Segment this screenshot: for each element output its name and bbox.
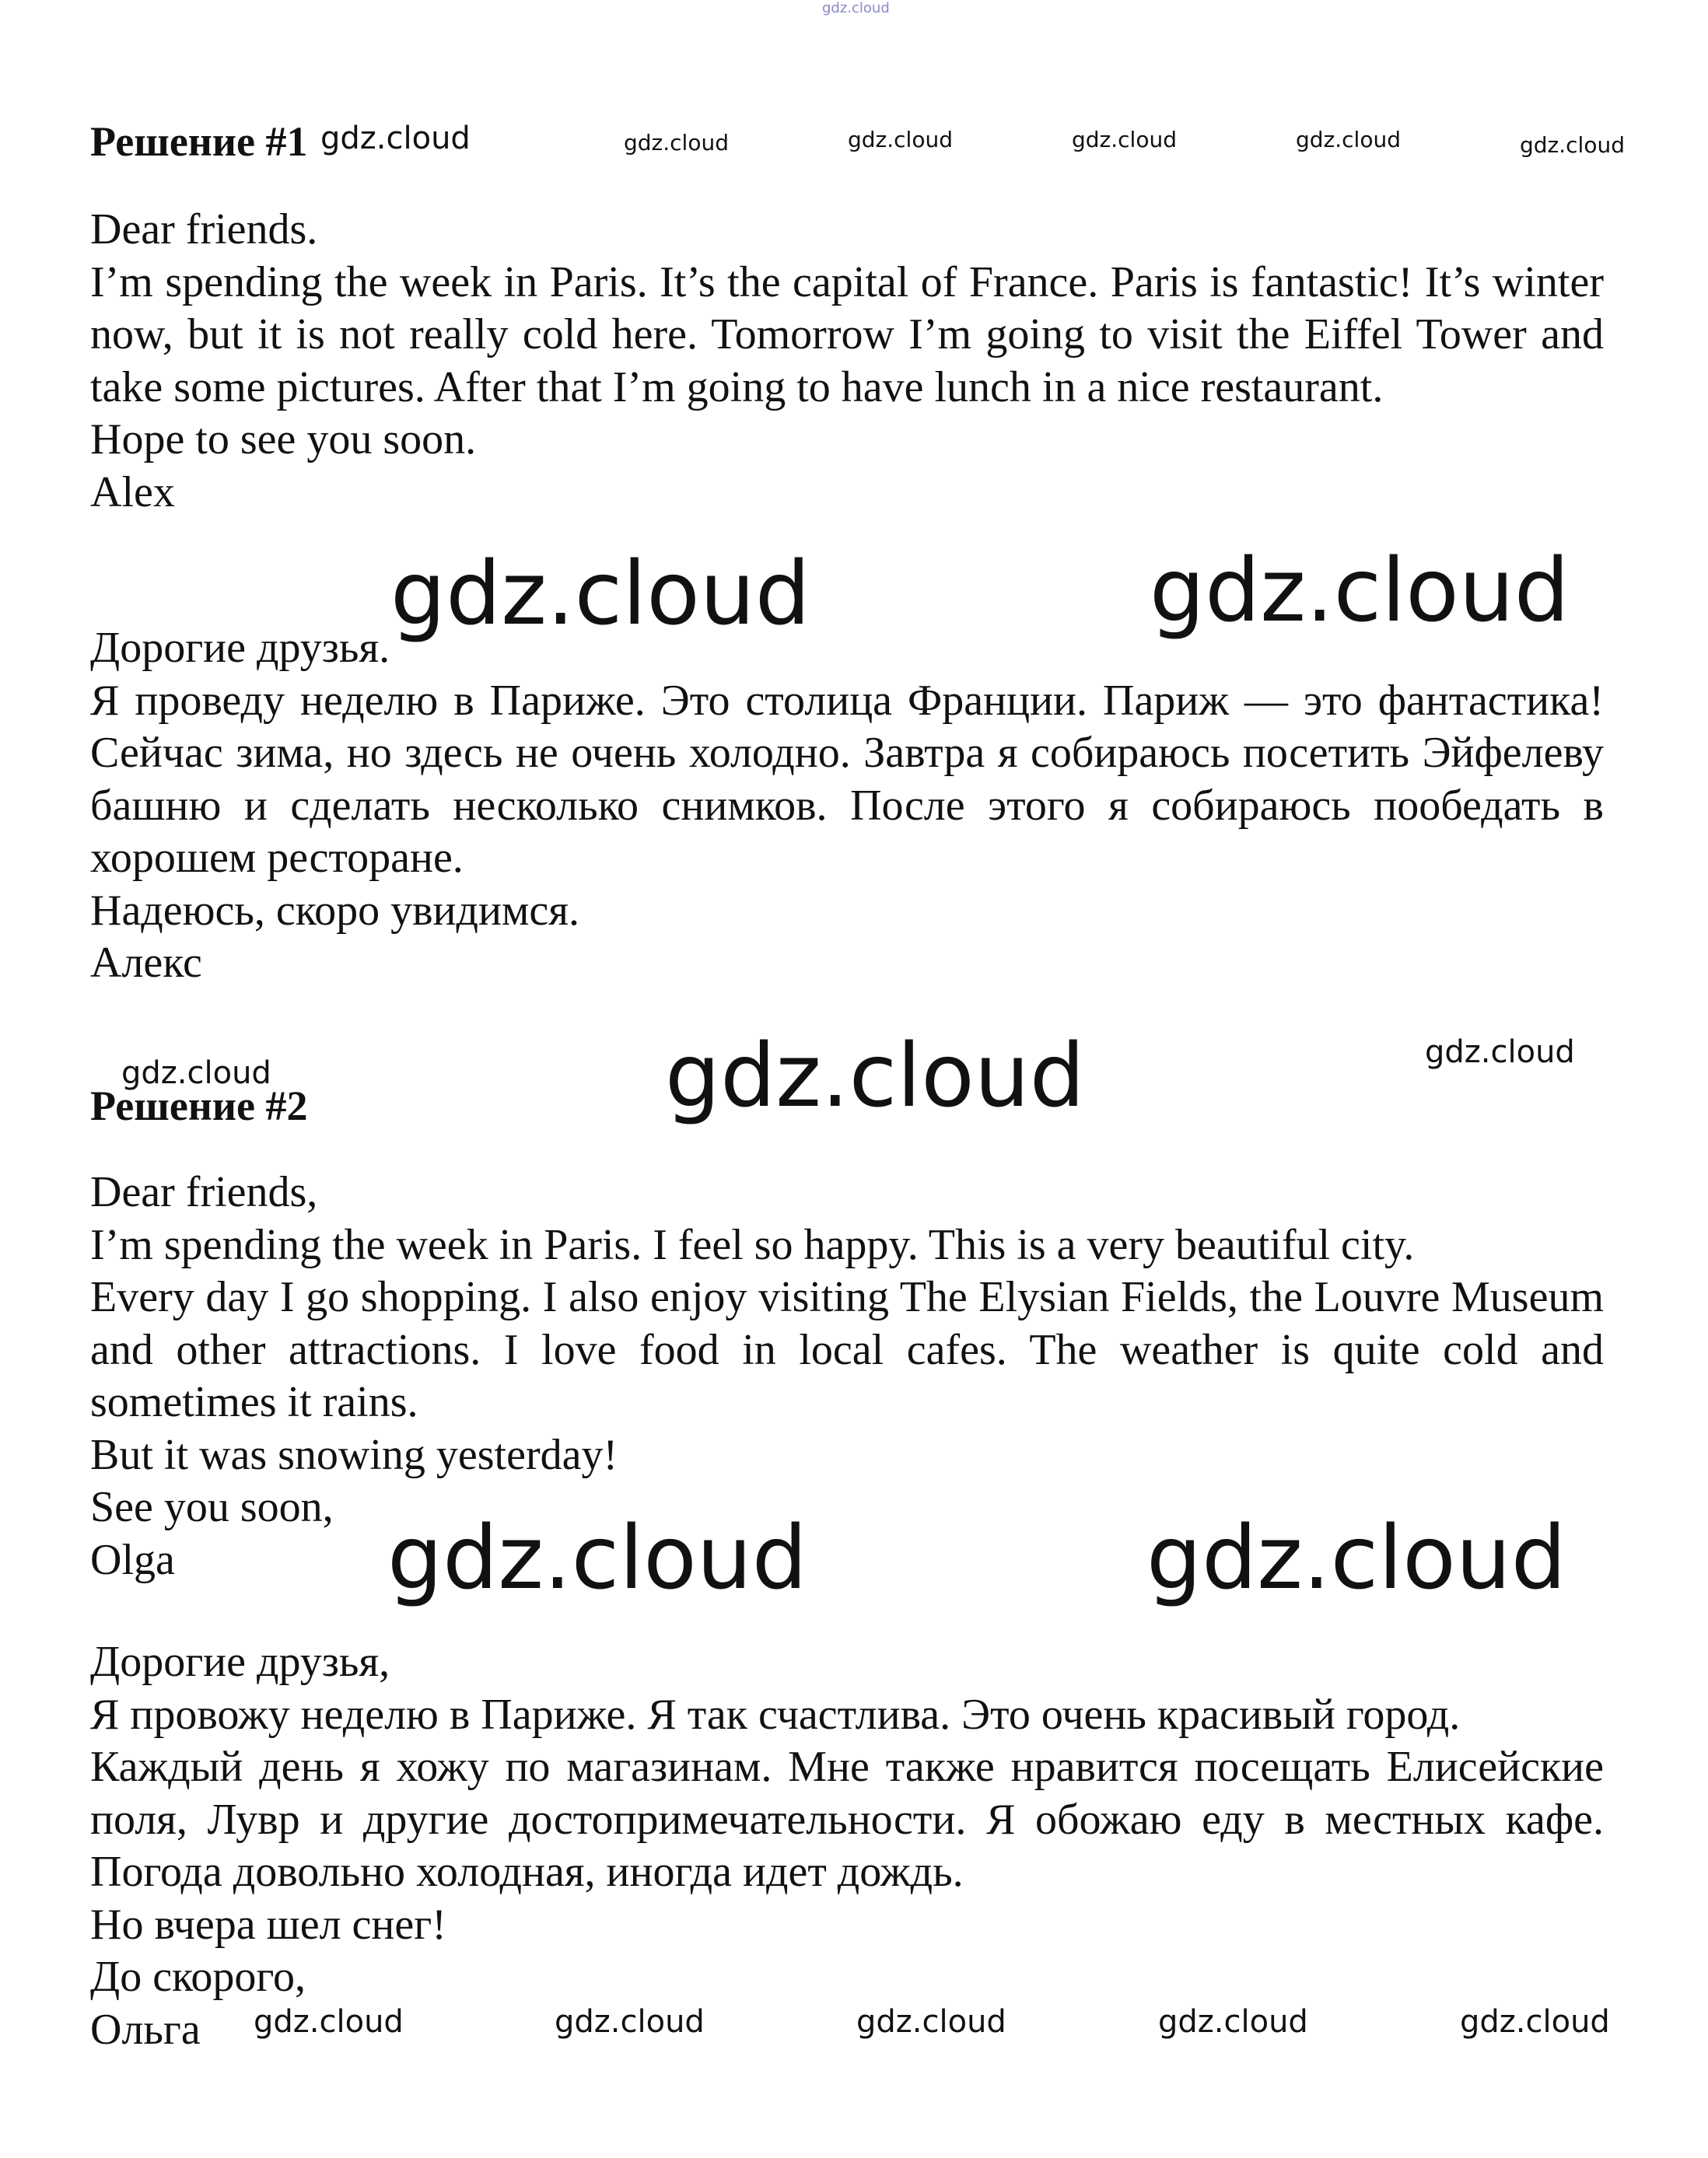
letter-line: I’m spending the week in Paris. I feel so happy. This is a very beautiful city. — [90, 1220, 1415, 1269]
letter-line: Но вчера шел снег! — [90, 1900, 446, 1949]
letter-greeting: Дорогие друзья. — [90, 624, 390, 672]
letter-body: I’m spending the week in Paris. It’s the capital of France. Paris is fantastic! It’s winter now, but it is not really cold here. Tomorrow I’m going to visit the Eiffel Tower and take some pictures. After that I’m going to have lunch in a nice restaurant. — [90, 257, 1604, 411]
watermark: gdz.cloud — [624, 130, 729, 156]
watermark: gdz.cloud — [848, 127, 953, 152]
solution-1-heading: Решение #1 — [90, 118, 308, 165]
watermark: gdz.cloud — [1072, 127, 1177, 152]
letter-body: Каждый день я хожу по магазинам. Мне также нравится посещать Елисейские поля, Лувр и другие достопримечательности. Я обожаю еду в местных кафе. Погода довольно холодная, иногда идет дождь. — [90, 1743, 1604, 1896]
watermark: gdz.cloud — [1296, 127, 1401, 152]
letter-body: Я проведу неделю в Париже. Это столица Франции. Париж — это фантастика! Сейчас зима, но здесь не очень холодно. Завтра я собираюсь посетить Эйфелеву башню и сделать несколько снимков. После этого я собираюсь пообедать в хорошем ресторане. — [90, 676, 1604, 882]
watermark: gdz.cloud — [254, 2004, 404, 2040]
watermark: gdz.cloud — [121, 1055, 271, 1091]
watermark: gdz.cloud — [1460, 2004, 1610, 2040]
letter-signature: Алекс — [90, 939, 202, 987]
letter-body: Every day I go shopping. I also enjoy visiting The Elysian Fields, the Louvre Museum and other attractions. I love food in local cafes. The weather is quite cold and sometimes it rains. — [90, 1273, 1604, 1426]
letter-greeting: Dear friends. — [90, 205, 318, 254]
letter-line: Я провожу неделю в Париже. Я так счастлива. Это очень красивый город. — [90, 1690, 1461, 1739]
watermark: gdz.cloud — [390, 544, 810, 645]
watermark: gdz.cloud — [856, 2004, 1006, 2040]
watermark: gdz.cloud — [822, 0, 890, 16]
watermark: gdz.cloud — [1150, 540, 1570, 642]
watermark: gdz.cloud — [1158, 2004, 1308, 2040]
watermark: gdz.cloud — [387, 1508, 807, 1609]
watermark: gdz.cloud — [665, 1026, 1085, 1127]
letter-greeting: Дорогие друзья, — [90, 1638, 390, 1686]
letter-signature: Olga — [90, 1535, 175, 1584]
letter-closing: See you soon, — [90, 1483, 334, 1531]
letter-signature: Alex — [90, 467, 175, 516]
watermark: gdz.cloud — [1425, 1034, 1575, 1070]
letter-closing: Надеюсь, скоро увидимся. — [90, 886, 580, 935]
watermark: gdz.cloud — [1520, 132, 1625, 158]
solution-1-russian-letter — [90, 622, 1604, 990]
letter-greeting: Dear friends, — [90, 1168, 318, 1216]
watermark: gdz.cloud — [1146, 1508, 1566, 1609]
solution-2-heading: Решение #2 — [90, 1082, 308, 1129]
solution-1-english-letter — [90, 204, 1604, 519]
letter-signature: Ольга — [90, 2005, 201, 2054]
letter-closing: Hope to see you soon. — [90, 415, 477, 463]
letter-closing: До скорого, — [90, 1953, 306, 2001]
watermark: gdz.cloud — [320, 121, 471, 156]
solution-2-russian-letter — [90, 1636, 1604, 2056]
letter-line: But it was snowing yesterday! — [90, 1430, 618, 1479]
watermark: gdz.cloud — [555, 2004, 705, 2040]
